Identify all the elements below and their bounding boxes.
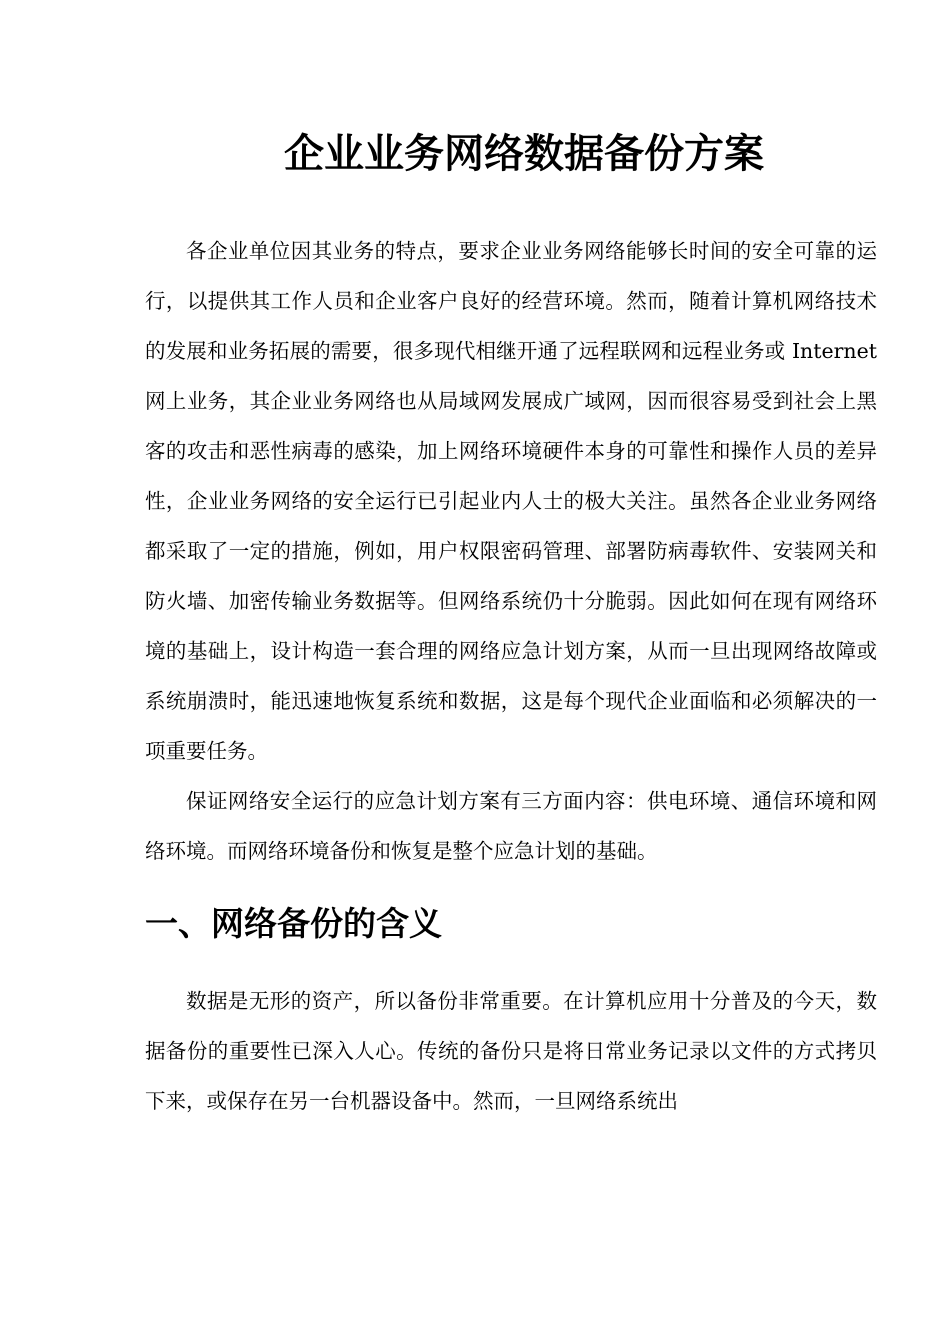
- section-heading: 一、网络备份的含义: [145, 904, 442, 943]
- section-paragraph: 数据是无形的资产，所以备份非常重要。在计算机应用十分普及的今天，数据备份的重要性已深入人心。传统的备份只是将日常业务记录以文件的方式拷贝下来，或保存在另一台机器设备中。然而，一旦网络系统出: [145, 989, 877, 1113]
- document-title: 企业业务网络数据备份方案: [284, 130, 764, 177]
- document-body: [145, 226, 877, 1126]
- intro-paragraph-2: 保证网络安全运行的应急计划方案有三方面内容：供电环境、通信环境和网络环境。而网络环境备份和恢复是整个应急计划的基础。: [145, 789, 877, 863]
- intro-paragraph-1: 各企业单位因其业务的特点，要求企业业务网络能够长时间的安全可靠的运行，以提供其工作人员和企业客户良好的经营环境。然而，随着计算机网络技术的发展和业务拓展的需要，很多现代相继开通了远程联网和远程业务或 Internet 网上业务，其企业业务网络也从局域网发展成广域网，因而很容易受到社会上黑客的攻击和恶性病毒的感染，加上网络环境硬件本身的可靠性和操作人员的差异性，企业业务网络的安全运行已引起业内人士的极大关注。虽然各企业业务网络都采取了一定的措施，例如，用户权限密码管理、部署防病毒软件、安装网关和防火墙、加密传输业务数据等。但网络系统仍十分脆弱。因此如何在现有网络环境的基础上，设计构造一套合理的网络应急计划方案，从而一旦出现网络故障或系统崩溃时，能迅速地恢复系统和数据，这是每个现代企业面临和必须解决的一项重要任务。: [145, 239, 877, 763]
